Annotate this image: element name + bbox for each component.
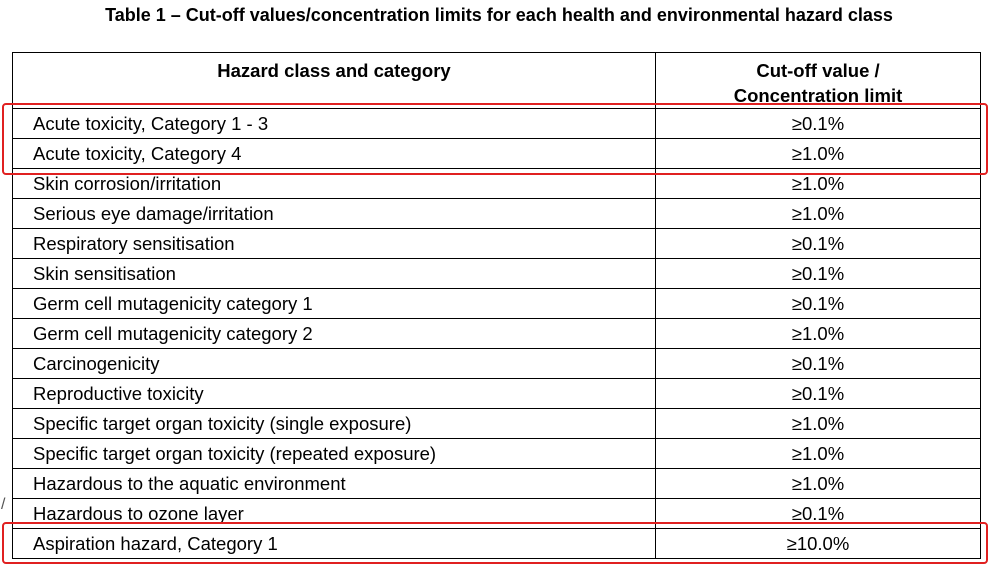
hazard-name: Specific target organ toxicity (repeated exposure) xyxy=(13,439,656,469)
cutoff-value: ≥1.0% xyxy=(656,439,981,469)
table-row xyxy=(13,259,981,289)
table-row xyxy=(13,139,981,169)
cutoff-value: ≥0.1% xyxy=(656,109,981,139)
stray-mark: / xyxy=(1,496,6,513)
table-row xyxy=(13,169,981,199)
table-row xyxy=(13,499,981,529)
hazard-name: Specific target organ toxicity (single exposure) xyxy=(13,409,656,439)
cutoff-value: ≥0.1% xyxy=(656,289,981,319)
table-row xyxy=(13,529,981,559)
cutoff-value: ≥1.0% xyxy=(656,319,981,349)
cutoff-value: ≥1.0% xyxy=(656,469,981,499)
table-row xyxy=(13,229,981,259)
table-title: Table 1 – Cut-off values/concentration limits for each health and environmental hazard class xyxy=(105,5,893,25)
hazard-name: Reproductive toxicity xyxy=(13,379,656,409)
table-row xyxy=(13,469,981,499)
table-row xyxy=(13,379,981,409)
hazard-name: Acute toxicity, Category 4 xyxy=(13,139,656,169)
table-header-row xyxy=(13,53,981,109)
cutoff-value: ≥0.1% xyxy=(656,499,981,529)
cutoff-value: ≥0.1% xyxy=(656,379,981,409)
cutoff-value: ≥0.1% xyxy=(656,229,981,259)
hazard-name: Skin sensitisation xyxy=(13,259,656,289)
table-row xyxy=(13,409,981,439)
table-row xyxy=(13,289,981,319)
hazard-name: Respiratory sensitisation xyxy=(13,229,656,259)
cutoff-value: ≥1.0% xyxy=(656,139,981,169)
hazard-name: Hazardous to ozone layer xyxy=(13,499,656,529)
hazard-name: Hazardous to the aquatic environment xyxy=(13,469,656,499)
table-row xyxy=(13,109,981,139)
header-cutoff-line2: Concentration limit xyxy=(733,85,903,106)
cutoff-value: ≥10.0% xyxy=(656,529,981,559)
hazard-name: Germ cell mutagenicity category 2 xyxy=(13,319,656,349)
header-cutoff-value xyxy=(656,53,981,109)
table-row xyxy=(13,319,981,349)
cutoff-value: ≥0.1% xyxy=(656,349,981,379)
header-hazard-class: Hazard class and category xyxy=(13,53,656,109)
table-row xyxy=(13,349,981,379)
hazard-name: Serious eye damage/irritation xyxy=(13,199,656,229)
cutoff-value: ≥0.1% xyxy=(656,259,981,289)
hazard-name: Carcinogenicity xyxy=(13,349,656,379)
table-row xyxy=(13,199,981,229)
table-row xyxy=(13,439,981,469)
hazard-table xyxy=(12,52,981,559)
hazard-name: Skin corrosion/irritation xyxy=(13,169,656,199)
cutoff-value: ≥1.0% xyxy=(656,199,981,229)
hazard-name: Germ cell mutagenicity category 1 xyxy=(13,289,656,319)
header-cutoff-line1: Cut-off value / xyxy=(756,60,880,81)
hazard-name: Aspiration hazard, Category 1 xyxy=(13,529,656,559)
cutoff-value: ≥1.0% xyxy=(656,409,981,439)
hazard-name: Acute toxicity, Category 1 - 3 xyxy=(13,109,656,139)
cutoff-value: ≥1.0% xyxy=(656,169,981,199)
